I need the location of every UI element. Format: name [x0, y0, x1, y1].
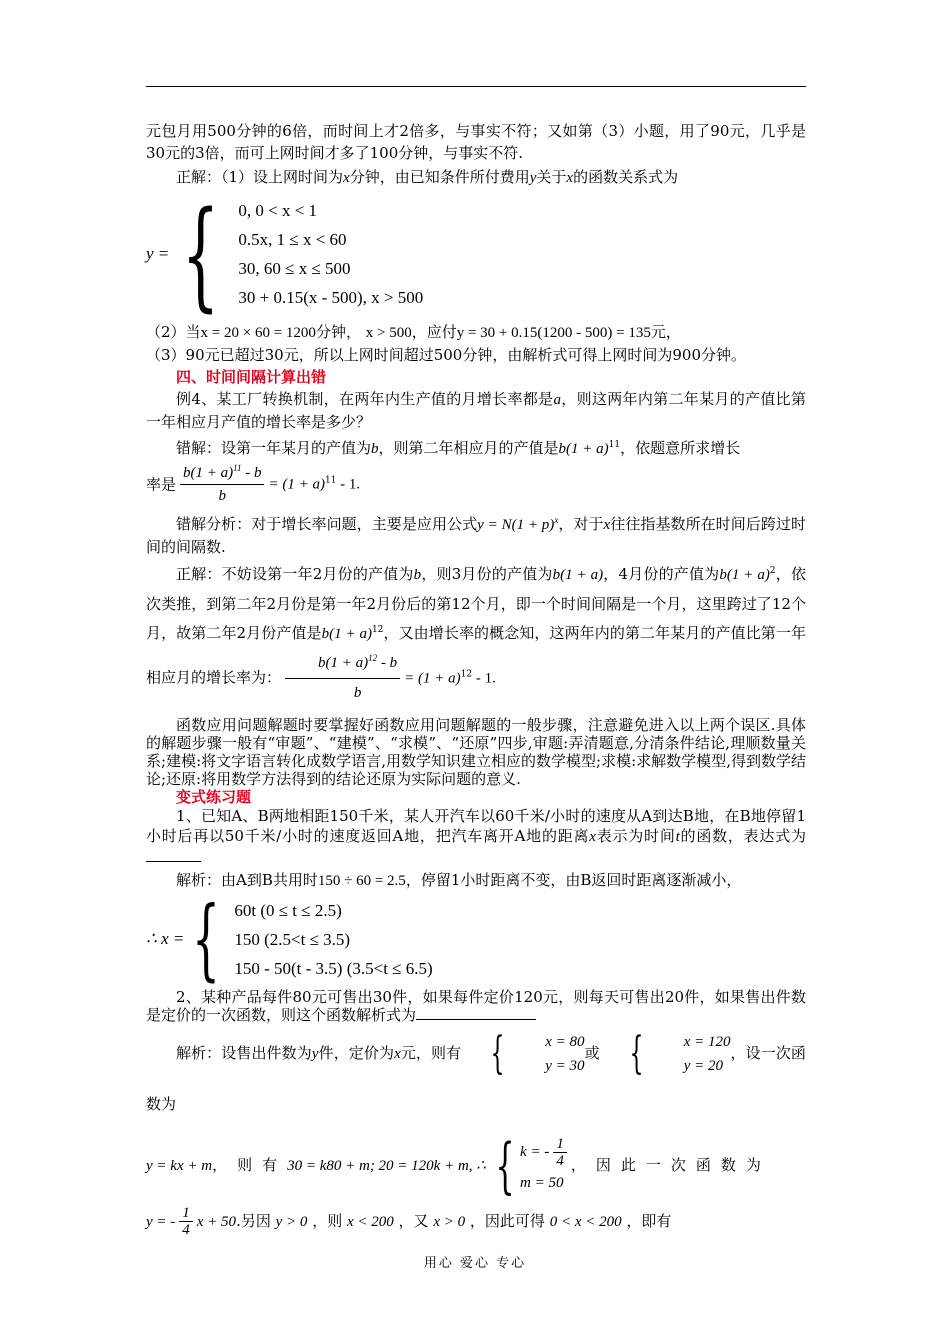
text-fragment: - b [241, 465, 262, 481]
paragraph: 元包月用500分钟的6倍，而时间上才2倍多，与事实不符；又如第（3）小题，用了90元，几乎是30元的3倍，而可上网时间才多了100分钟，与事实不符. [146, 122, 806, 162]
text-fragment: 0 < x < 200 [549, 1213, 622, 1230]
text-fragment: - 1. [336, 476, 361, 493]
text: 关于 [536, 168, 567, 186]
text-fragment: 12 [460, 669, 473, 680]
text-fragment: k = - [520, 1143, 550, 1160]
text-fragment: 错解分析：对于增长率问题，主要是应用公式 [176, 515, 478, 533]
text-fragment: x = 120 [683, 1034, 731, 1050]
text-fragment: x + 50 [196, 1213, 237, 1230]
text-fragment: x [554, 515, 559, 525]
text-fragment: b(1 + a) [321, 626, 372, 642]
case: 30, 60 ≤ x ≤ 500 [238, 259, 351, 278]
fraction [180, 462, 264, 507]
paragraph: （3）90元已超过30元，所以上网时间超过500分钟，由解析式可得上网时间为900分钟。 [146, 346, 746, 364]
var-y: y [529, 170, 537, 186]
paragraph [146, 1131, 806, 1201]
text-fragment: ，即有 [626, 1211, 672, 1230]
text-fragment: ，则有 [212, 1156, 288, 1174]
case: 0, 0 < x < 1 [238, 201, 318, 220]
text-fragment: { [629, 1028, 644, 1079]
text-fragment [520, 1136, 571, 1169]
text-fragment: 30 = k80 + m; 20 = 120k + m, ∴ [287, 1158, 486, 1174]
text-fragment [520, 1136, 571, 1197]
text-fragment: 分钟， [315, 323, 361, 341]
text-fragment: t [675, 829, 680, 845]
text-fragment: ，又由增长率的概念知，这两年内的第二年某月的产值比第一年相应月的增长率为： [146, 624, 806, 687]
text-fragment: y = kx + m [146, 1158, 213, 1174]
text-fragment: - b [377, 655, 398, 671]
piecewise-lhs: ∴ x = [146, 929, 185, 948]
text-fragment: ，则 [312, 1211, 343, 1230]
var-x: x [566, 170, 574, 186]
text-fragment: b [413, 567, 422, 583]
text-fragment: ，因此一次函数为 [570, 1156, 771, 1174]
text-fragment: x > 500 [365, 325, 412, 341]
text-fragment: .另因 [236, 1211, 271, 1230]
text-fragment: ，因此可得 [469, 1211, 545, 1230]
paragraph [146, 869, 806, 892]
text-fragment: x = 80 [545, 1034, 585, 1050]
text-fragment: 表示为时间 [595, 827, 676, 845]
text-fragment: b [218, 488, 226, 504]
text-fragment: x < 200 [346, 1213, 394, 1230]
text-fragment: 1 [553, 1136, 567, 1153]
text-fragment: 例4、某工厂转换机制，在两年内生产值的月增长率都是 [176, 390, 554, 408]
text-fragment [179, 1205, 193, 1238]
text-fragment: a [553, 392, 561, 408]
text-fragment: 11 [324, 475, 337, 486]
text-fragment: m = 50 [520, 1174, 564, 1191]
text-fragment: b [371, 441, 379, 457]
text: 的函数关系式为 [573, 168, 679, 186]
equation-system [461, 1030, 584, 1078]
text-fragment: b [353, 685, 362, 701]
text: 正解：（1）设上网时间为 [176, 168, 344, 186]
text-fragment: 1、已知A、B两地相距150千米，某人开汽车以60千米/小时的速度从A到达B地，在B地停留1小时后再以50千米/小时的速度返回A地，把汽车离开A地的距离 [146, 807, 806, 845]
text-fragment: ，对于 [558, 515, 604, 533]
text-fragment: x > 0 [433, 1213, 466, 1230]
text-fragment: b(1 + a) [183, 465, 234, 481]
text-fragment [654, 1030, 731, 1078]
text-fragment: 元，则有 [400, 1044, 462, 1062]
paragraph: 函数应用问题解题时要掌握好函数应用问题解题的一般步骤，注意避免进入以上两个误区.具体的解题步骤一般有“审题”、“建模”、“求模”、“还原”四步,审题:弄清题意,分清条件结论,理顺数量关系;建模:将文字语言转化成数学语言,用数学知识建立相应的数学模型;求模:求解数学模型,得到数学结论;还原:将用数学方法得到的结论还原为实际问题的意义. [146, 716, 806, 788]
text-fragment: y > 0 [275, 1213, 308, 1230]
text-fragment: = (1 + a) [268, 476, 325, 493]
paragraph [146, 166, 806, 189]
text: 分钟，由已知条件所付费用 [349, 168, 530, 186]
text-fragment: 4 [182, 1222, 190, 1238]
paragraph [146, 806, 806, 867]
case: 30 + 0.15(x - 500), x > 500 [238, 288, 424, 307]
case: 0.5x, 1 ≤ x < 60 [238, 230, 347, 249]
paragraph [146, 321, 806, 344]
text-fragment: （2）当 [146, 323, 201, 341]
text-fragment: 12 [368, 653, 378, 663]
piecewise-lhs: y = [146, 244, 170, 263]
answer-blank [416, 1007, 536, 1020]
text-fragment: 错解：设第一年某月的产值为 [176, 439, 372, 457]
text-fragment: y = 30 [545, 1058, 585, 1074]
brace: { [182, 185, 220, 323]
text-fragment: b(1 + a) [558, 441, 609, 457]
text-fragment: 正解：不妨设第一年2月份的产值为 [176, 565, 414, 583]
case: 150 (2.5<t ≤ 3.5) [234, 929, 351, 949]
text-fragment: 解析：设售出件数为 [176, 1044, 312, 1062]
paragraph [146, 560, 806, 708]
paragraph [146, 388, 806, 433]
text-fragment: 率是 [146, 475, 177, 494]
text-fragment: ，依次类推，到第二年2月份是第一年2月份后的第12个月，即一个时间间隔是一个月，这里跨过了12个月，故第二年2月份产值是 [146, 565, 806, 642]
piecewise-function [146, 185, 806, 323]
text-fragment: 的函数，表达式为 [679, 827, 806, 845]
text-fragment: x [394, 1046, 401, 1062]
text-fragment [180, 462, 264, 485]
section-heading: 变式练习题 [176, 788, 252, 806]
text-fragment: x = 20 × 60 = 1200 [200, 325, 316, 341]
section-heading: 四、时间间隔计算出错 [176, 368, 327, 386]
text-fragment: ，又 [398, 1211, 429, 1230]
case: 60t (0 ≤ t ≤ 2.5) [234, 900, 342, 920]
text-fragment: 150 ÷ 60 = 2.5 [317, 873, 406, 889]
text-fragment: ，应付 [411, 323, 457, 341]
brace: { [192, 887, 221, 990]
piecewise-function [146, 887, 806, 990]
equation-system [486, 1131, 571, 1201]
text-fragment: 1 [179, 1205, 193, 1222]
text-fragment: ，则这两年内第二年某月的产值比第一年相应月产值的增长率是多少？ [146, 390, 806, 431]
text-fragment: x [603, 517, 611, 533]
text-fragment: y = - [146, 1213, 176, 1230]
text-fragment: - 1. [472, 670, 496, 687]
case: 150 - 50(t - 3.5) (3.5<t ≤ 6.5) [234, 958, 433, 978]
header-rule [146, 86, 806, 87]
text-fragment: y = 20 [683, 1058, 723, 1074]
text-fragment: ，则第二年相应月的产值是 [378, 439, 559, 457]
document-body [146, 120, 806, 1242]
text-fragment: = (1 + a) [404, 670, 461, 687]
text-fragment: y [311, 1046, 319, 1062]
text-fragment: b(1 + a) [552, 567, 604, 583]
text-fragment: b(1 + a) [318, 655, 369, 671]
piecewise-cases [234, 896, 432, 983]
text-fragment: ，设一次函数为 [146, 1044, 806, 1113]
text-fragment: { [490, 1028, 505, 1079]
text-fragment: 元， [650, 323, 681, 341]
text-fragment [515, 1030, 584, 1078]
text-fragment: ，4月份的产值为 [603, 565, 720, 583]
text-fragment: y = N(1 + p) [477, 517, 555, 533]
page-footer: 用心 爱心 专心 [423, 1256, 527, 1271]
fraction [285, 649, 400, 708]
text-fragment: 解析：由A到B共用时 [176, 871, 318, 889]
paragraph [146, 513, 806, 558]
text-fragment: 12 [371, 625, 384, 635]
answer-blank [146, 849, 201, 862]
text-fragment: 11 [233, 463, 242, 473]
text-fragment: y = 30 + 0.15(1200 - 500) = 135 [456, 325, 651, 341]
paragraph [146, 437, 806, 460]
paragraph [146, 1028, 806, 1129]
var-x: x [343, 170, 350, 186]
text-fragment: b(1 + a) [719, 567, 770, 583]
text-fragment: ，则3月份的产值为 [421, 565, 553, 583]
paragraph [146, 988, 806, 1024]
piecewise-cases [238, 196, 423, 312]
text-fragment: ，停留1小时距离不变，由B返回时距离逐渐减小， [405, 871, 742, 889]
text-fragment: 11 [608, 440, 621, 450]
equation-system [600, 1030, 731, 1078]
text-fragment: 件，定价为 [318, 1044, 395, 1062]
text-fragment: x [589, 829, 596, 845]
text-fragment: 往往指基数所在时间后跨过时间的间隔数. [146, 515, 806, 556]
paragraph [146, 462, 806, 507]
text-fragment: ，依题意所求增长 [620, 439, 741, 457]
text-fragment: { [495, 1131, 515, 1201]
text-fragment [285, 649, 400, 679]
paragraph [146, 1201, 806, 1242]
text-fragment: 或 [584, 1044, 600, 1062]
text-fragment: 2 [769, 566, 776, 576]
text-fragment [553, 1136, 567, 1169]
text-fragment: 2、某种产品每件80元可售出30件，如果每件定价120元，则每天可售出20件，如果售出件数是定价的一次函数，则这个函数解析式为 [146, 988, 806, 1024]
text-fragment: 4 [556, 1152, 564, 1169]
